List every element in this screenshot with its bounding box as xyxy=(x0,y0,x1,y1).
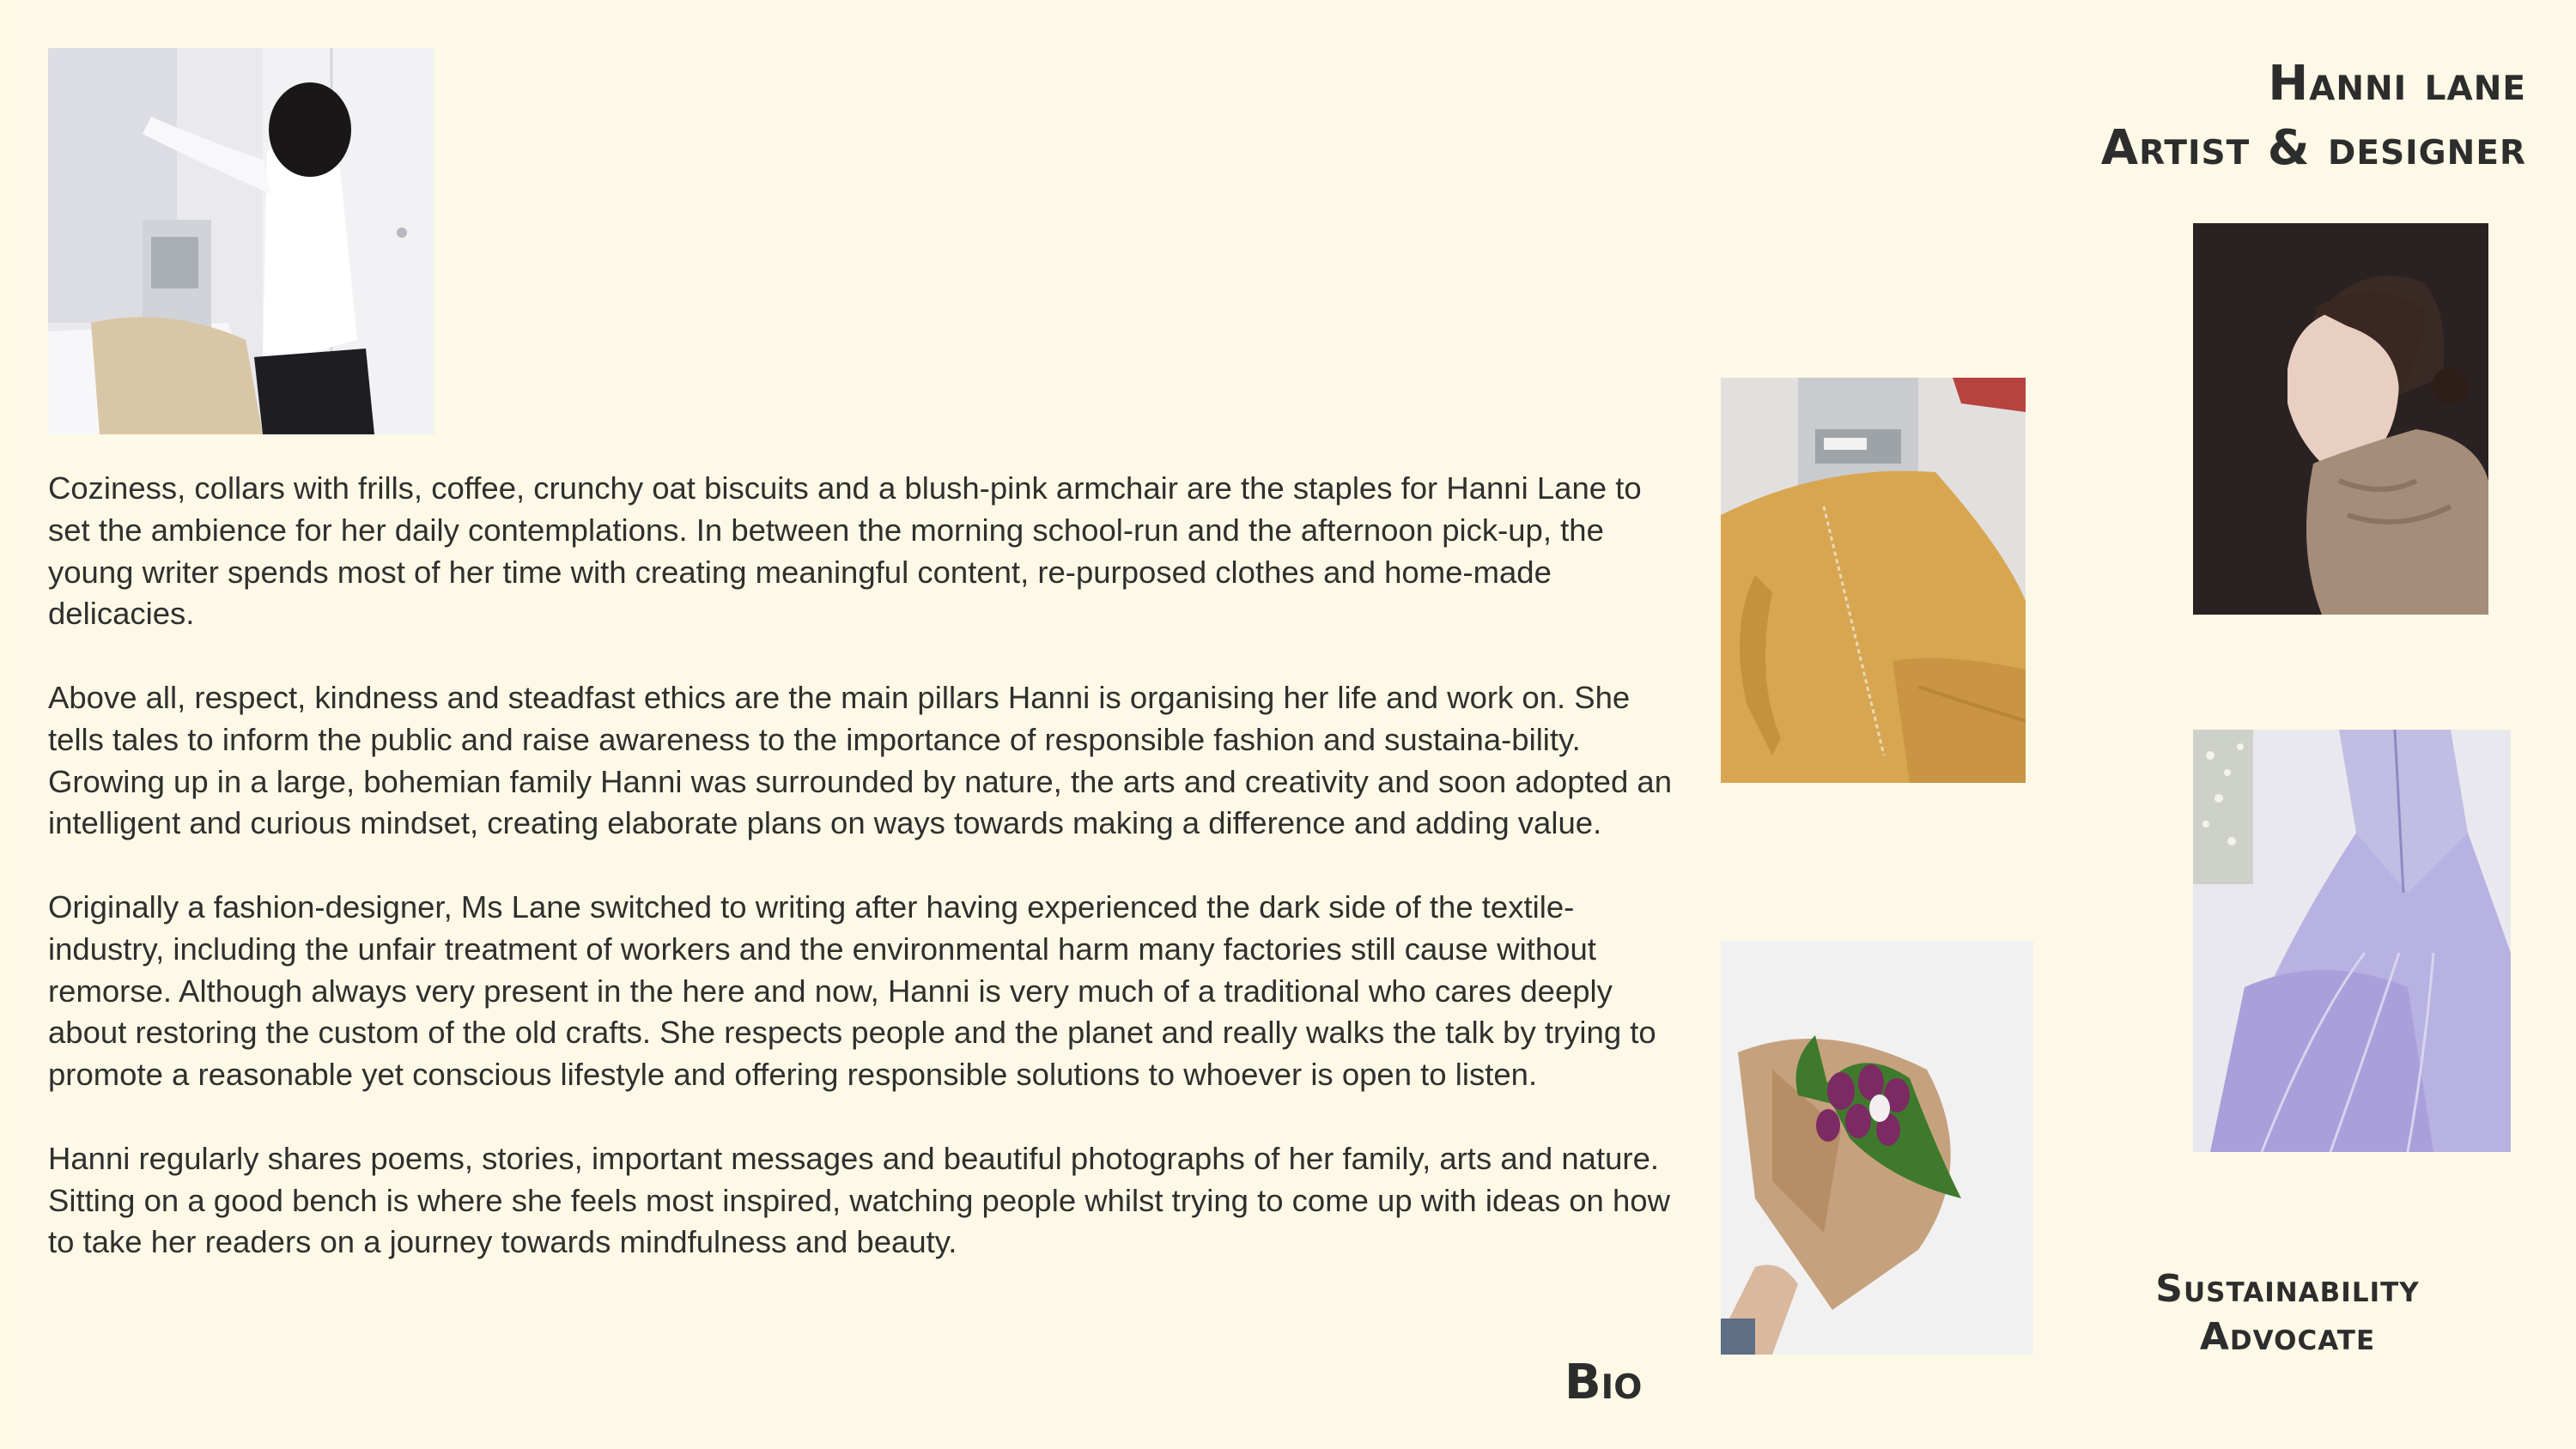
advocate-label xyxy=(2107,1265,2468,1361)
bio-heading: Bio xyxy=(1564,1355,1643,1410)
page xyxy=(12,0,2576,1449)
photo-fabric-bag xyxy=(1721,378,2026,783)
bio-paragraph: Originally a fashion-designer, Ms Lane switched to writing after having experienced the dark side of the textile-industry, including the unfair treatment of workers and the environmental harm many factories still cause without remorse. Although always very present in the here and now, Hanni is very much of a traditional who cares deeply about restoring the custom of the old crafts. She respects people and the planet and really walks the talk by trying to promote a reasonable yet conscious lifestyle and offering responsible solutions to whoever is open to listen. xyxy=(48,888,1656,1093)
advocate-line-2: Advocate xyxy=(2199,1315,2376,1359)
photo-portrait xyxy=(2193,223,2488,615)
name-block xyxy=(2101,52,2526,180)
bio-text xyxy=(48,468,1680,1264)
artist-name: Hanni lane xyxy=(2268,56,2526,112)
advocate-line-1: Sustainability xyxy=(2155,1267,2420,1311)
photo-tulip-bouquet xyxy=(1721,941,2033,1355)
photo-lilac-dress xyxy=(2193,730,2511,1152)
photo-sewing-workspace xyxy=(48,48,434,434)
bio-paragraph: Hanni regularly shares poems, stories, important messages and beautiful photographs of her family, arts and nature. Sitting on a good bench is where she feels most inspired, watching people whilst trying to come up with ideas on how to take her readers on a journey towards mindfulness and beauty. xyxy=(48,1140,1670,1260)
bio-paragraph: Coziness, collars with frills, coffee, crunchy oat biscuits and a blush-pink armchair are the staples for Hanni Lane to set the ambience for her daily contemplations. In between the morning school-run and the afternoon pick-up, the young writer spends most of her time with creating meaningful content, re-purposed clothes and home-made delicacies. xyxy=(48,470,1642,632)
bio-paragraph: Above all, respect, kindness and steadfast ethics are the main pillars Hanni is organising her life and work on. She tells tales to inform the public and raise awareness to the importance of responsible fashion and sustaina-bility. Growing up in a large, bohemian family Hanni was surrounded by nature, the arts and creativity and soon adopted an intelligent and curious mindset, creating elaborate plans on ways towards making a difference and adding value. xyxy=(48,679,1673,841)
artist-role: Artist & designer xyxy=(2100,120,2526,176)
